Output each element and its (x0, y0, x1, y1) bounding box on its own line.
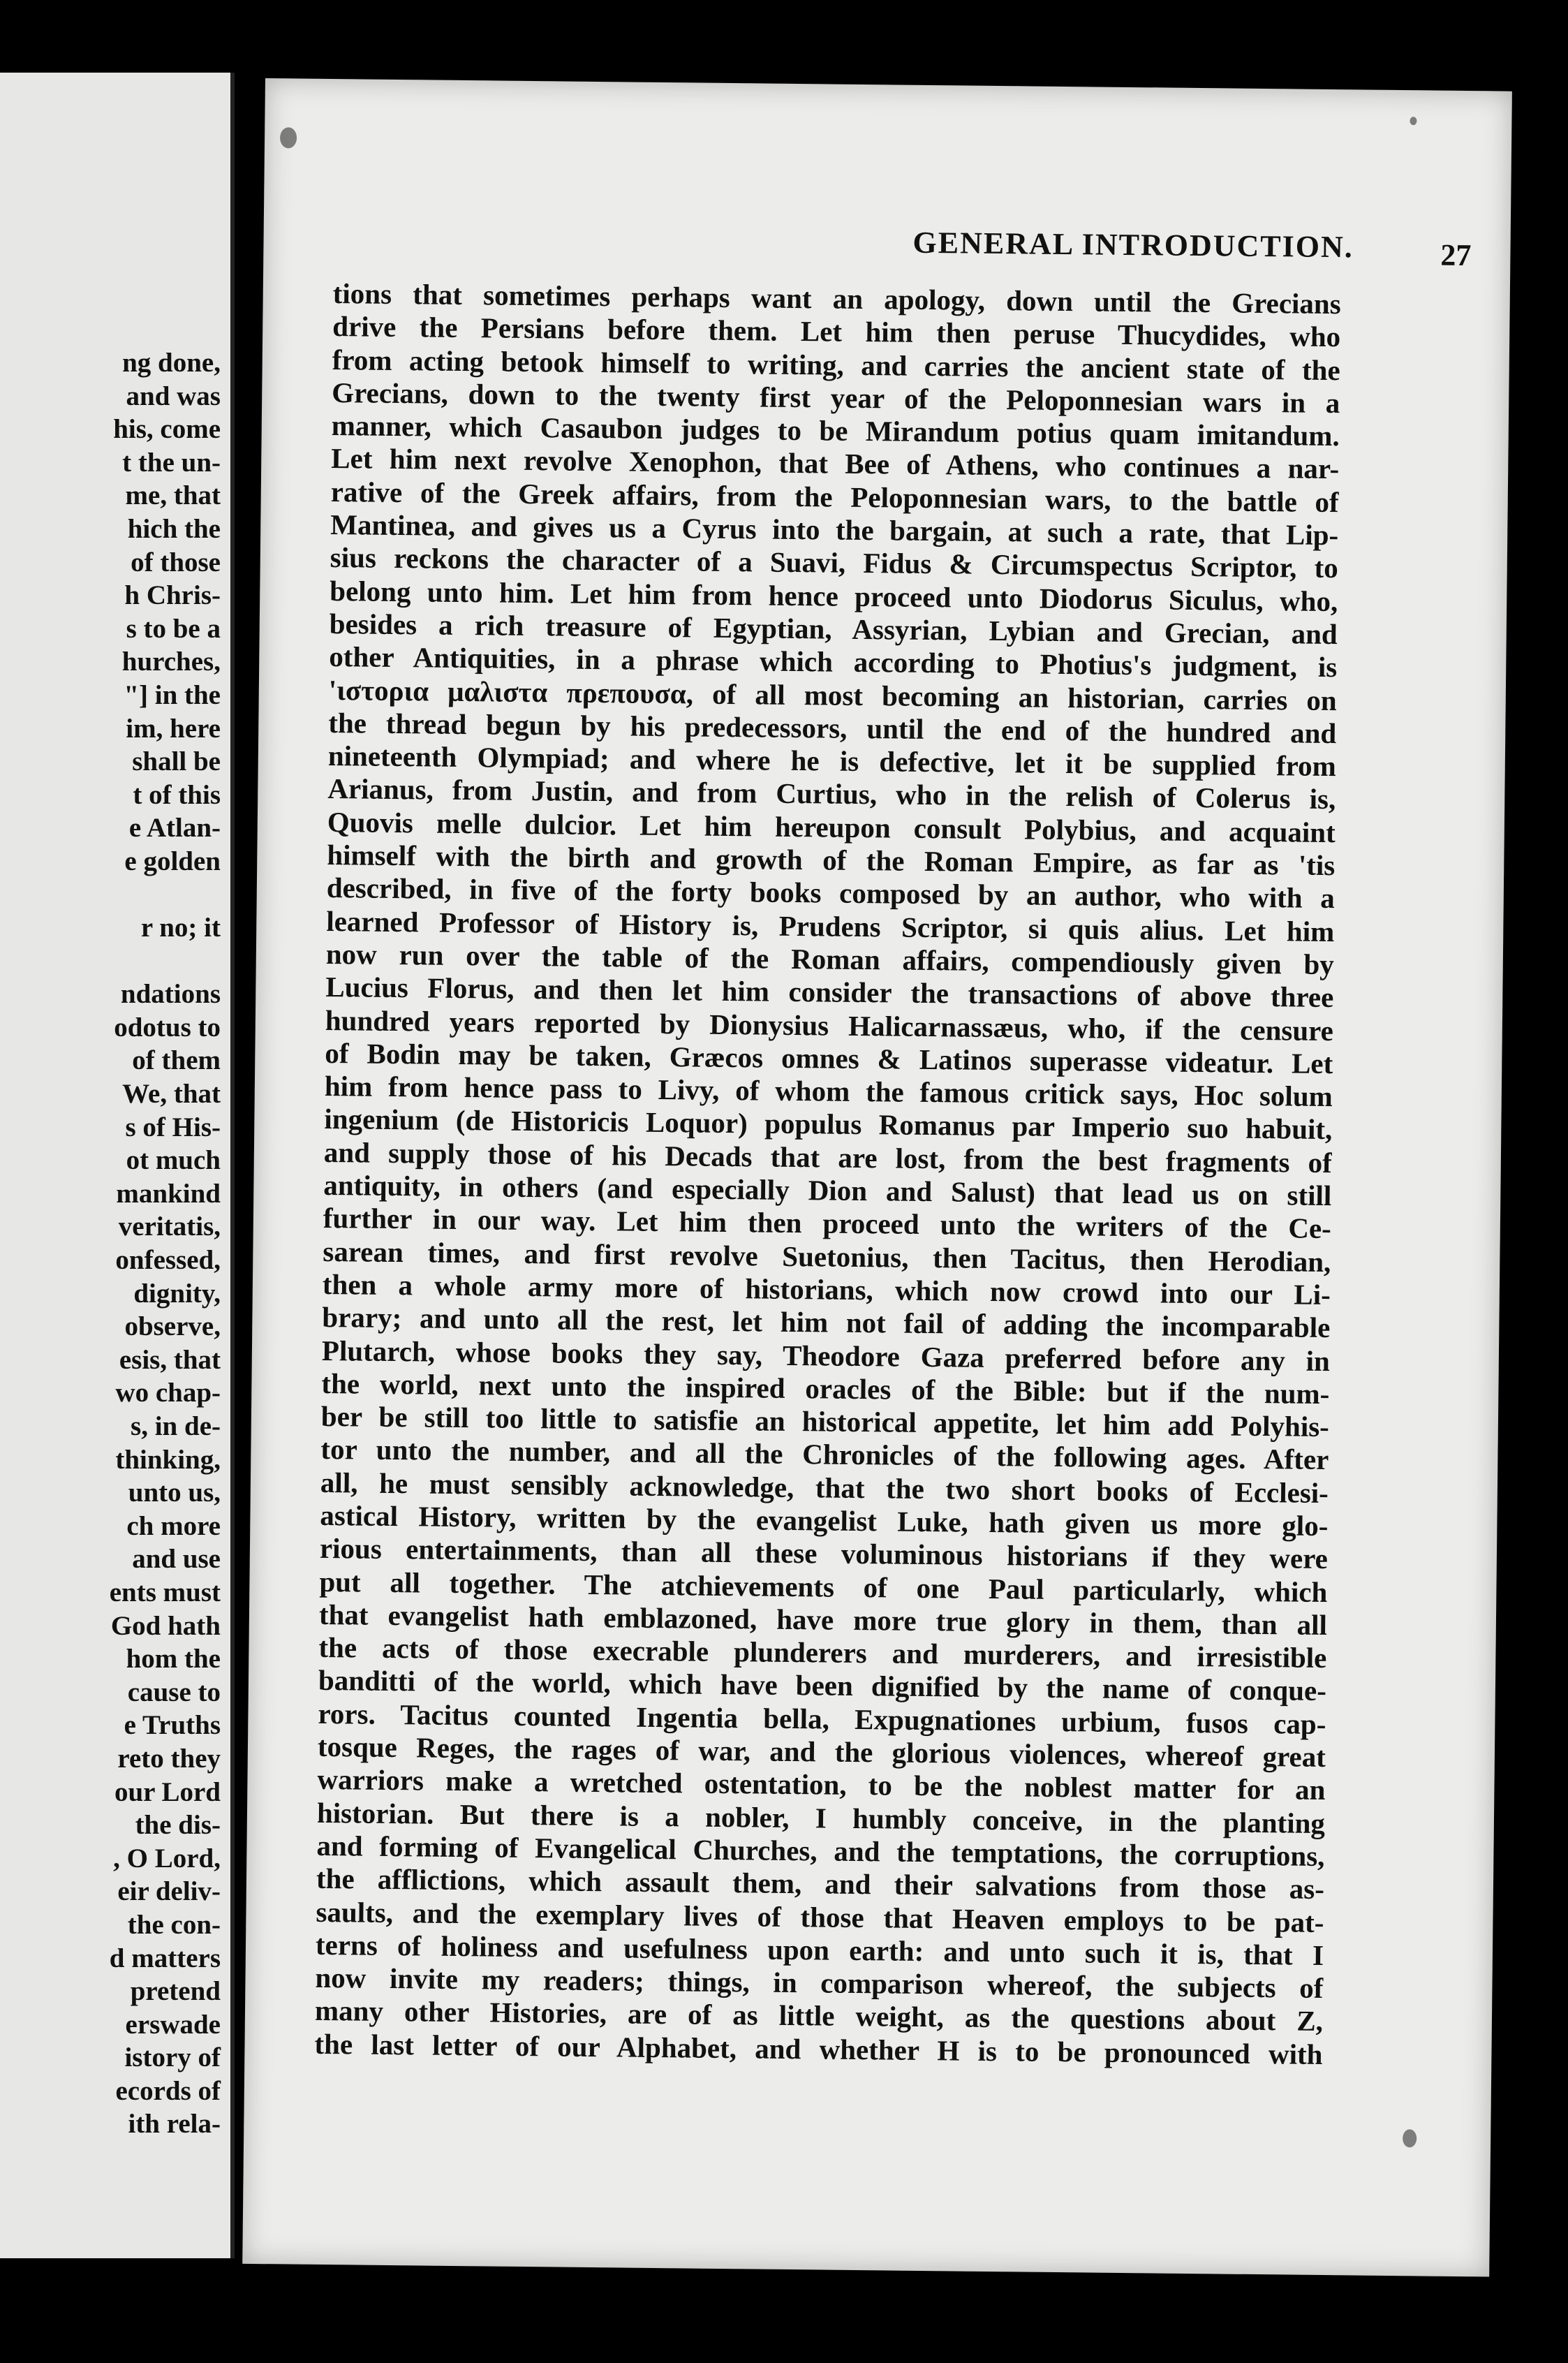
text-line: banditti of the world, which have been dignified by the name of conque- (318, 1664, 1327, 1707)
text-line: and supply those of his Decads that are lost, from the best fragments of (323, 1135, 1333, 1179)
left-page-line: d matters (109, 1943, 221, 1973)
left-page-line: cause to (127, 1677, 221, 1707)
text-line: put all together. The atchievements of one Paul particularly, which (319, 1565, 1328, 1608)
text-line: the acts of those execrable plunderers and murderers, and irresistible (318, 1631, 1327, 1674)
text-line: Let him next revolve Xenophon, that Bee of Athens, who continues a nar- (331, 442, 1340, 485)
left-page-line (0, 878, 221, 912)
left-page-line: e Atlan- (128, 813, 221, 844)
text-line: brary; and unto all the rest, let him not fail of adding the incomparable (322, 1301, 1331, 1344)
running-head-title: GENERAL INTRODUCTION. (912, 225, 1354, 265)
text-line: Plutarch, whose books they say, Theodore Gaza preferred before any in (321, 1334, 1331, 1377)
left-page-line: and was (126, 381, 221, 411)
text-line: sarean times, and first revolve Suetonius, then Tacitus, then Herodian, (323, 1235, 1331, 1278)
text-line: rious entertainments, than all these voluminous historians if they were (319, 1532, 1329, 1575)
left-page-line: hich the (127, 513, 221, 544)
left-page-line: ents must (109, 1577, 221, 1607)
left-page-line: ith rela- (128, 2109, 221, 2140)
left-page-line: of them (132, 1045, 221, 1076)
text-line: tions that sometimes perhaps want an apology, down until the Grecians (332, 277, 1341, 321)
left-page-line: im, here (126, 713, 221, 744)
left-page-line: ch more (126, 1510, 221, 1541)
left-page-line: erswade (125, 2009, 221, 2040)
left-page-line: s, in de- (131, 1411, 221, 1441)
page-smudge (1403, 2129, 1417, 2147)
text-line: belong unto him. Let him from hence proceed unto Diodorus Siculus, who, (330, 574, 1338, 617)
left-page-line: wo chap- (115, 1378, 221, 1408)
left-page-line: of those (131, 547, 221, 577)
text-line: tor unto the number, and all the Chronicles of the following ages. After (320, 1433, 1329, 1476)
text-line: manner, which Casaubon judges to be Mirandum potius quam imitandum. (331, 409, 1340, 452)
left-page-line: dignity, (133, 1278, 221, 1309)
text-line: astical History, written by the evangelist Luke, hath given us more glo- (320, 1499, 1329, 1543)
left-page-line: observe, (124, 1311, 221, 1342)
left-page-line: onfessed, (115, 1245, 221, 1276)
text-line: rors. Tacitus counted Ingentia bella, Expugnationes urbium, fusos cap- (318, 1697, 1326, 1740)
left-page-line: eir deliv- (117, 1876, 221, 1907)
text-line: the world, next unto the inspired oracles of the Bible: but if the num- (321, 1367, 1330, 1410)
text-line: Arianus, from Justin, and from Curtius, who in the relish of Colerus is, (327, 772, 1336, 816)
text-line: rative of the Greek affairs, from the Peloponnesian wars, to the battle of (330, 475, 1339, 518)
text-line: learned Professor of History is, Prudens Scriptor, si quis alius. Let him (326, 904, 1335, 948)
text-line: the afflictions, which assault them, and their salvations from those as- (316, 1862, 1325, 1906)
text-line: the last letter of our Alphabet, and whether H is to be pronounced with (314, 2027, 1323, 2070)
text-line: besides a rich treasure of Egyptian, Assyrian, Lybian and Grecian, and (329, 607, 1338, 651)
text-line: Quovis melle dulcior. Let him hereupon consult Polybius, and acquaint (327, 805, 1336, 848)
page-smudge (280, 127, 297, 148)
text-line: further in our way. Let him then proceed unto the writers of the Ce- (323, 1202, 1332, 1245)
left-page-line: s to be a (126, 613, 221, 644)
text-line: many other Histories, are of as little weight, as the questions about Z, (314, 1994, 1324, 2038)
text-line: now run over the table of the Roman affairs, compendiously given by (325, 937, 1335, 981)
text-line: drive the Persians before them. Let him then peruse Thucydides, who (332, 310, 1341, 353)
left-page-line: ng done, (122, 348, 221, 378)
left-page-line: t of this (133, 779, 221, 810)
left-page-line (0, 945, 221, 978)
text-line: antiquity, in others (and especially Dion and Salust) that lead us on still (323, 1168, 1332, 1212)
text-line: ber be still too little to satisfie an historical appetite, let him add Polyhis- (320, 1400, 1330, 1443)
text-line: Mantinea, and gives us a Cyrus into the bargain, at such a rate, that Lip- (330, 508, 1339, 552)
text-line: ingenium (de Historicis Loquor) populus Romanus par Imperio suo habuit, (324, 1103, 1333, 1146)
left-page-line: ndations (120, 979, 221, 1010)
left-page-line: e golden (124, 846, 221, 876)
text-line: 'ιστορια μαλιστα πρεπουσα, of all most becoming an historian, carries on (328, 673, 1337, 716)
left-page-line: me, that (125, 480, 221, 511)
left-facing-page (0, 73, 235, 2258)
left-page-line: veritatis, (118, 1212, 221, 1242)
text-line: Grecians, down to the twenty first year of the Peloponnesian wars in a (332, 376, 1340, 420)
page-smudge (1410, 117, 1417, 125)
left-page-line: reto they (117, 1743, 221, 1774)
text-line: described, in five of the forty books composed by an author, who with a (326, 871, 1336, 915)
text-line: warriors make a wretched ostentation, to be the noblest matter for an (317, 1763, 1326, 1806)
left-page-line: ecords of (115, 2075, 221, 2106)
text-line: hundred years reported by Dionysius Halicarnassæus, who, if the censure (325, 1003, 1334, 1047)
left-page-line: hom the (126, 1644, 221, 1674)
left-page-line: h Chris- (124, 580, 221, 611)
text-line: other Antiquities, in a phrase which according to Photius's judgment, is (329, 640, 1338, 684)
text-line: then a whole army more of historians, which now crowd into our Li- (322, 1267, 1331, 1311)
text-line: saults, and the exemplary lives of those that Heaven employs to be pat- (316, 1895, 1324, 1938)
left-page-line: e Truths (124, 1710, 221, 1741)
main-page (242, 78, 1512, 2277)
left-page-line: "] in the (124, 679, 221, 710)
text-line: of Bodin may be taken, Græcos omnes & Latinos superasse videatur. Let (325, 1036, 1333, 1080)
left-page-line: shall be (132, 746, 221, 777)
left-page-line: the dis- (135, 1810, 221, 1841)
left-page-text (0, 346, 221, 2141)
running-head (640, 222, 1472, 272)
left-page-line: the con- (127, 1909, 221, 1940)
text-line: all, he must sensibly acknowledge, that the two short books of Ecclesi- (320, 1466, 1329, 1509)
left-page-line: istory of (124, 2042, 221, 2073)
text-line: Lucius Florus, and then let him consider the transactions of above three (325, 971, 1334, 1014)
left-page-line: thinking, (115, 1444, 221, 1475)
body-text (314, 277, 1341, 2071)
left-page-line: r no; it (140, 913, 221, 943)
text-line: now invite my readers; things, in comparison whereof, the subjects of (315, 1961, 1324, 2005)
left-page-line: s of His- (125, 1112, 221, 1142)
page-number: 27 (1440, 237, 1472, 273)
left-page-line: and use (132, 1544, 221, 1575)
text-line: historian. But there is a nobler, I humbly conceive, in the planting (316, 1796, 1326, 1839)
text-line: that evangelist hath emblazoned, have more true glory in them, than all (318, 1598, 1328, 1641)
text-line: sius reckons the character of a Suavi, Fidus & Circumspectus Scriptor, to (330, 541, 1338, 584)
left-page-line: our Lord (114, 1776, 221, 1807)
left-page-line: God hath (110, 1610, 221, 1641)
text-line: tosque Reges, the rages of war, and the glorious violences, whereof great (317, 1730, 1326, 1774)
left-page-line: , O Lord, (113, 1843, 221, 1874)
left-page-line: hurches, (121, 647, 221, 677)
left-page-line: mankind (116, 1178, 221, 1209)
text-line: him from hence pass to Livy, of whom the famous critick says, Hoc solum (324, 1070, 1333, 1113)
text-line: the thread begun by his predecessors, until the end of the hundred and (328, 706, 1337, 749)
left-page-line: pretend (130, 1976, 221, 2007)
left-page-line: unto us, (128, 1478, 221, 1508)
left-page-line: t the un- (122, 447, 221, 478)
text-line: nineteenth Olympiad; and where he is defective, let it be supplied from (327, 739, 1337, 783)
text-line: terns of holiness and usefulness upon earth: and unto such it is, that I (315, 1928, 1324, 1971)
left-page-line: esis, that (119, 1344, 221, 1375)
text-line: from acting betook himself to writing, and carries the ancient state of the (332, 343, 1340, 386)
left-page-line: odotus to (114, 1012, 221, 1043)
left-page-line: his, come (113, 414, 221, 445)
left-page-line: We, that (122, 1079, 221, 1110)
text-line: and forming of Evangelical Churches, and the temptations, the corruptions, (316, 1829, 1325, 1872)
text-line: himself with the birth and growth of the Roman Empire, as far as 'tis (327, 839, 1336, 882)
left-page-line: ot much (126, 1145, 221, 1176)
